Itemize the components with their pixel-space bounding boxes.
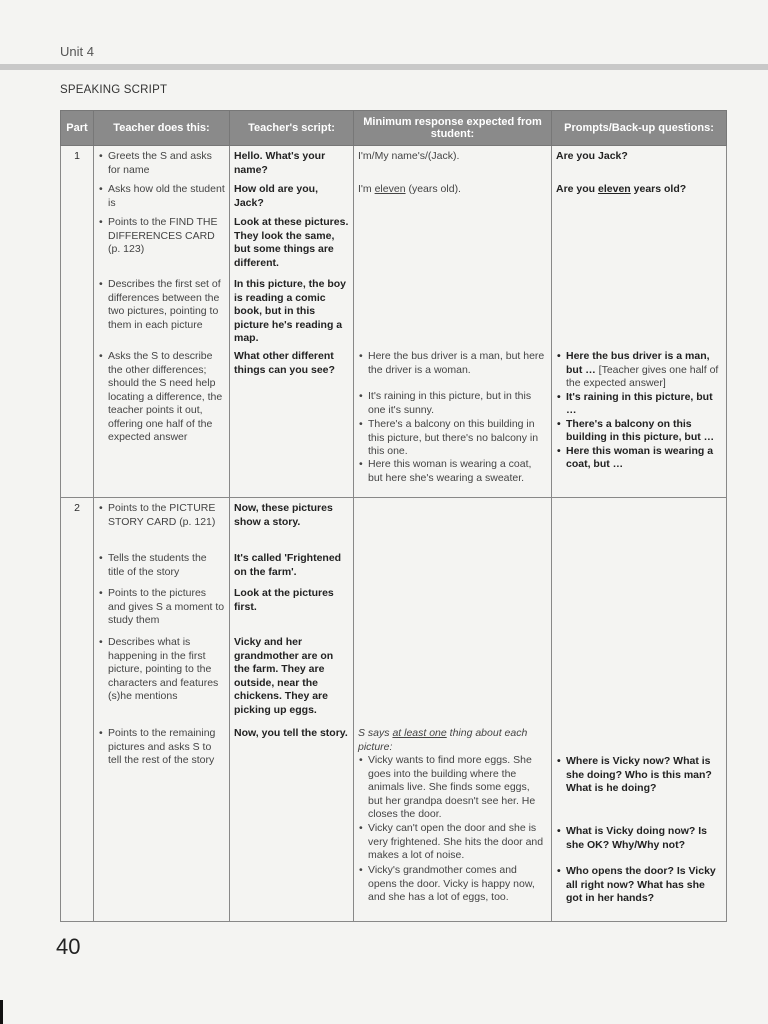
script-line: Now, you tell the story. [234, 727, 348, 739]
header-rule [0, 64, 768, 70]
student-response [354, 498, 552, 922]
list-item [556, 350, 722, 391]
table-header-row [61, 111, 727, 146]
list-item: • It's raining in this picture, but in this one it's sunny. [358, 390, 547, 418]
prompt-note: [Teacher gives one half of the expected answer] [566, 363, 719, 389]
response-underlined: at least one [392, 727, 447, 739]
prompts [552, 146, 727, 498]
list-item: • Greets the S and asks for name [98, 150, 225, 183]
response-text: I'm [358, 183, 375, 195]
list-item: • Describes the first set of differences between the two pictures, pointing to them in each picture [98, 278, 225, 350]
list-item: • Points to the remaining pictures and asks S to tell the rest of the story [98, 727, 225, 768]
list-item: • Vicky's grandmother comes and opens the door. Vicky is happy now, and she has a lot of eggs, too. [358, 864, 547, 905]
list-item: • Asks the S to describe the other differences; should the S need help locating a difference, the teacher points it out, offering one half of the expected answer [98, 350, 225, 445]
prompt-text: Here the bus driver is a man, but … [566, 350, 710, 376]
list-item: • Asks how old the student is [98, 183, 225, 216]
list-item: • There's a balcony on this building in this picture, but there's no balcony in this one. [358, 418, 547, 458]
teacher-actions [94, 146, 230, 498]
list-item: • Here the bus driver is a man, but here the driver is a woman. [358, 350, 547, 390]
response-name: I'm/My name's/(Jack). [358, 150, 460, 162]
list-item: • It's raining in this picture, but … [556, 391, 722, 418]
list-item: • Here this woman is wearing a coat, but … [556, 445, 722, 472]
teacher-actions [94, 498, 230, 922]
script-line: In this picture, the boy is reading a comic book, but in this picture he's reading a map. [234, 278, 347, 344]
header-prompts: Prompts/Back-up questions: [552, 111, 727, 146]
script-line: What other different things can you see? [234, 350, 335, 376]
response-age [358, 183, 547, 350]
unit-label: Unit 4 [60, 44, 94, 59]
header-min-response: Minimum response expected from student: [354, 111, 552, 146]
response-text: thing about each picture: [358, 727, 528, 753]
part-number: 2 [61, 498, 94, 922]
script-line: Look at these pictures. They look the same, but some things are different. [234, 216, 349, 269]
script-line: It's called 'Frightened on the farm'. [234, 552, 342, 578]
response-intro [358, 727, 547, 754]
list-item: • There's a balcony on this building in this picture, but … [556, 418, 722, 445]
table-row [61, 146, 727, 498]
list-item: • Vicky wants to find more eggs. She goes into the building where the animals live. She finds some eggs, but her grandpa doesn't see her. He closes the door. [358, 754, 547, 822]
header-teacher-does: Teacher does this: [94, 111, 230, 146]
prompt-age [556, 183, 722, 350]
list-item: • What is Vicky doing now? Is she OK? Why/Why not? [556, 825, 722, 865]
list-item: • Who opens the door? Is Vicky all right now? What has she got in her hands? [556, 865, 722, 906]
prompt-text: Are you [556, 183, 599, 195]
script-line: Hello. What's your name? [234, 150, 326, 176]
response-text: S says [358, 727, 393, 739]
speaking-script-table [60, 110, 727, 922]
list-item: • Points to the pictures and gives S a moment to study them [98, 587, 225, 636]
table-row [61, 498, 727, 922]
teacher-script [230, 498, 354, 922]
student-response [354, 146, 552, 498]
page-number: 40 [56, 934, 81, 959]
prompt-name: Are you Jack? [556, 150, 628, 162]
list-item: • Tells the students the title of the story [98, 552, 225, 587]
response-text: (years old). [405, 183, 461, 195]
list-item: • Where is Vicky now? What is she doing? Who is this man? What is he doing? [556, 755, 722, 825]
list-item: • Describes what is happening in the first picture, pointing to the characters and features (s)he mentions [98, 636, 225, 727]
part-number: 1 [61, 146, 94, 498]
header-teacher-script: Teacher's script: [230, 111, 354, 146]
script-line: How old are you, Jack? [234, 183, 319, 209]
script-line: Now, these pictures show a story. [234, 502, 333, 528]
prompts [552, 498, 727, 922]
prompt-underlined: eleven [598, 183, 631, 195]
scan-mark [0, 1000, 3, 1024]
script-line: Vicky and her grandmother are on the farm. They are outside, near the chickens. They are picking up eggs. [234, 636, 334, 716]
list-item: • Vicky can't open the door and she is very frightened. She hits the door and makes a lot of noise. [358, 822, 547, 864]
header-part: Part [61, 111, 94, 146]
teacher-script [230, 146, 354, 498]
response-underlined: eleven [374, 183, 406, 195]
section-title: SPEAKING SCRIPT [60, 84, 168, 96]
script-line: Look at the pictures first. [234, 587, 334, 613]
prompt-text: years old? [630, 183, 687, 195]
list-item: • Here this woman is wearing a coat, but here she's wearing a sweater. [358, 458, 547, 485]
list-item: • Points to the FIND THE DIFFERENCES CARD (p. 123) [98, 216, 225, 278]
list-item: • Points to the PICTURE STORY CARD (p. 121) [98, 502, 225, 552]
